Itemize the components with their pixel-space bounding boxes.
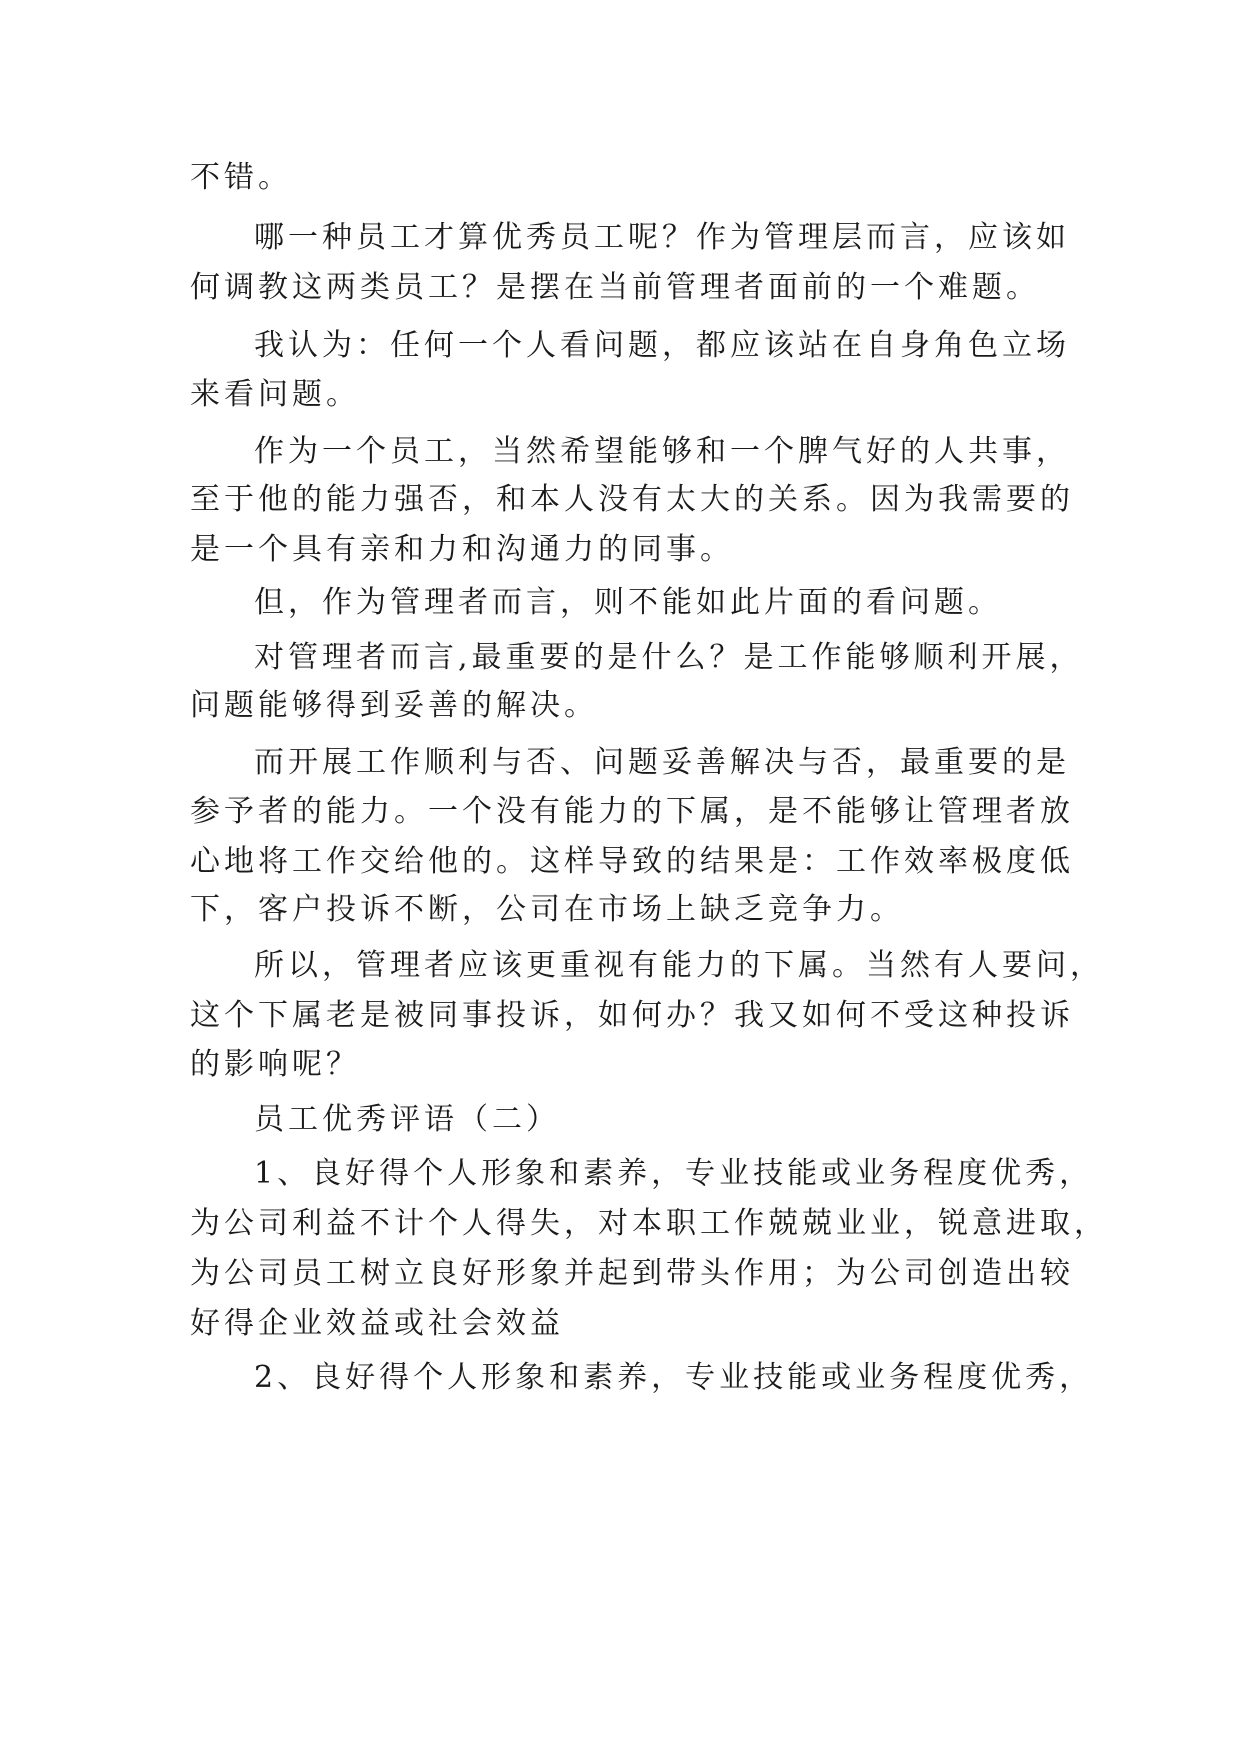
text-line: 为公司员工树立良好形象并起到带头作用；为公司创造出较 [190, 1256, 1074, 1291]
text-line: 来看问题。 [190, 377, 360, 412]
paragraph-line: 1、良好得个人形象和素养，专业技能或业务程度优秀， [254, 1156, 1094, 1191]
text-line: 心地将工作交给他的。这样导致的结果是：工作效率极度低 [190, 844, 1074, 879]
text-line: 参予者的能力。一个没有能力的下属，是不能够让管理者放 [190, 794, 1074, 829]
text-line: 这个下属老是被同事投诉，如何办？我又如何不受这种投诉 [190, 998, 1074, 1033]
paragraph-line: 哪一种员工才算优秀员工呢？作为管理层而言，应该如 [254, 220, 1070, 255]
text-line: 何调教这两类员工？是摆在当前管理者面前的一个难题。 [190, 270, 1040, 305]
paragraph-line: 所以，管理者应该更重视有能力的下属。当然有人要问， [254, 948, 1104, 983]
text-line: 下，客户投诉不断，公司在市场上缺乏竞争力。 [190, 892, 904, 927]
text-line: 为公司利益不计个人得失，对本职工作兢兢业业，锐意进取， [190, 1206, 1108, 1241]
text-line: 好得企业效益或社会效益 [190, 1306, 564, 1341]
section-heading: 员工优秀评语（二） [254, 1102, 560, 1137]
text-line: 的影响呢？ [190, 1047, 360, 1082]
text-line: 至于他的能力强否，和本人没有太大的关系。因为我需要的 [190, 482, 1074, 517]
paragraph-line: 对管理者而言,最重要的是什么？是工作能够顺利开展， [254, 640, 1084, 675]
text-line: 问题能够得到妥善的解决。 [190, 688, 598, 723]
paragraph-line: 2、良好得个人形象和素养，专业技能或业务程度优秀， [254, 1360, 1094, 1395]
text-line: 不错。 [190, 160, 292, 195]
paragraph-line: 作为一个员工，当然希望能够和一个脾气好的人共事， [254, 434, 1070, 469]
text-line: 是一个具有亲和力和沟通力的同事。 [190, 532, 734, 567]
paragraph-line: 而开展工作顺利与否、问题妥善解决与否，最重要的是 [254, 745, 1070, 780]
paragraph-line: 但，作为管理者而言，则不能如此片面的看问题。 [254, 585, 1002, 620]
paragraph-line: 我认为：任何一个人看问题，都应该站在自身角色立场 [254, 328, 1070, 363]
